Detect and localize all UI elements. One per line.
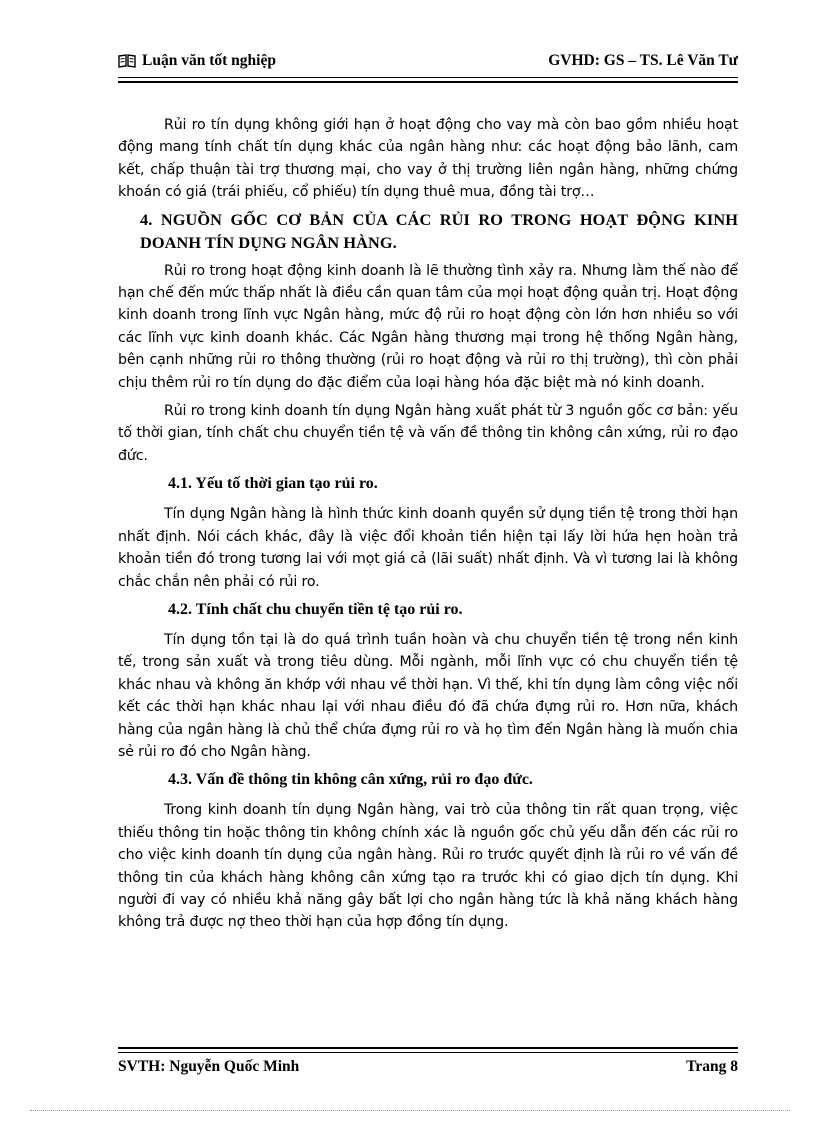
- paragraph: Trong kinh doanh tín dụng Ngân hàng, vai trò của thông tin rất quan trọng, việc thiếu thông tin hoặc thông tin không chính xác là nguồn gốc chủ yếu dẫn đến các rủi ro cho việc kinh doanh tín dụng của ngân hàng. Rủi ro trước quyết định là rủi ro về vấn đề thông tin của khách hàng không cân xứng tạo ra trước khi có giao dịch tín dụng. Khi người đi vay có nhiều khả năng gây bất lợi cho ngân hàng tức là khả năng khách hàng không trả được nợ theo thời hạn của hợp đồng tín dụng.: [118, 802, 738, 931]
- subsection-heading: 4.2. Tính chất chu chuyển tiền tệ tạo rủi ro.: [168, 600, 463, 618]
- page-header: [118, 50, 738, 74]
- open-book-icon: [118, 54, 136, 68]
- section-heading: 4. NGUỒN GỐC CƠ BẢN CỦA CÁC RỦI RO TRONG HOẠT ĐỘNG KINH DOANH TÍN DỤNG NGÂN HÀNG.: [140, 209, 738, 252]
- subsection-heading: 4.3. Vấn đề thông tin không cân xứng, rủi ro đạo đức.: [168, 771, 533, 789]
- paragraph: Rủi ro tín dụng không giới hạn ở hoạt động cho vay mà còn bao gồm nhiều hoạt động mang tính chất tín dụng khác của ngân hàng như: các hoạt động bảo lãnh, cam kết, chấp thuận tài trợ thương mại, cho vay ở thị trường liên ngân hàng, những chứng khoán có giá (trái phiếu, cổ phiếu) tín dụng thuê mua, đồng tài trợ…: [118, 117, 738, 201]
- footer-student: SVTH: Nguyễn Quốc Minh: [118, 1058, 300, 1075]
- paragraph: Tín dụng Ngân hàng là hình thức kinh doanh quyền sử dụng tiền tệ trong thời hạn nhất định. Nói cách khác, đây là việc đổi khoản tiền hiện tại lấy lời hứa hẹn hoàn trả khoản tiền đó trong tương lai với mọt giá cả (lãi suất) nhất định. Và vì tương lai là không chắc chắn nên phải có rủi ro.: [118, 506, 738, 590]
- header-left: [118, 52, 276, 70]
- footer-rule: [118, 1047, 738, 1053]
- paragraph: Tín dụng tồn tại là do quá trình tuần hoàn và chu chuyển tiền tệ trong nền kinh tế, trong sản xuất và trong tiêu dùng. Mỗi ngành, mỗi lĩnh vực có chu chuyển tiền tệ khác nhau và không ăn khớp với nhau về thời hạn. Vì thế, khi tín dụng làm công việc nối kết các thời hạn khác nhau lại với nhau điều đó đã chứa đựng rủi ro. Hơn nữa, khách hàng của ngân hàng là chủ thể chứa đựng rủi ro và họ tìm đến Ngân hàng là muốn chia sẻ rủi ro đó cho Ngân hàng.: [118, 631, 738, 760]
- page-number: Trang 8: [686, 1058, 738, 1075]
- subsection-heading: 4.1. Yếu tố thời gian tạo rủi ro.: [168, 475, 378, 493]
- page-footer: [118, 1058, 738, 1080]
- header-supervisor: GVHD: GS – TS. Lê Văn Tư: [548, 52, 738, 69]
- page-edge-divider: [30, 1110, 790, 1111]
- paragraph: Rủi ro trong kinh doanh tín dụng Ngân hàng xuất phát từ 3 nguồn gốc cơ bản: yếu tố thời gian, tính chất chu chuyển tiền tệ và vấn đề thông tin không cân xứng, rủi ro đạo đức.: [118, 403, 738, 464]
- page-body: [118, 114, 738, 940]
- header-rule: [118, 77, 738, 83]
- header-thesis-label: Luận văn tốt nghiệp: [142, 52, 276, 69]
- paragraph: Rủi ro trong hoạt động kinh doanh là lẽ thường tình xảy ra. Nhưng làm thế nào để hạn chế đến mức thấp nhất là điều cần quan tâm của mọi hoạt động quản trị. Hoạt động kinh doanh trong lĩnh vực Ngân hàng, mức độ rủi ro hoạt động còn lớn hơn nhiều so với các lĩnh vực kinh doanh khác. Các Ngân hàng thương mại trong hệ thống Ngân hàng, bên cạnh những rủi ro thông thường (rủi ro hoạt động và rủi ro thị trường), thì còn phải chịu thêm rủi ro tín dụng do đặc điểm của loại hàng hóa đặc biệt mà nó kinh doanh.: [118, 262, 738, 391]
